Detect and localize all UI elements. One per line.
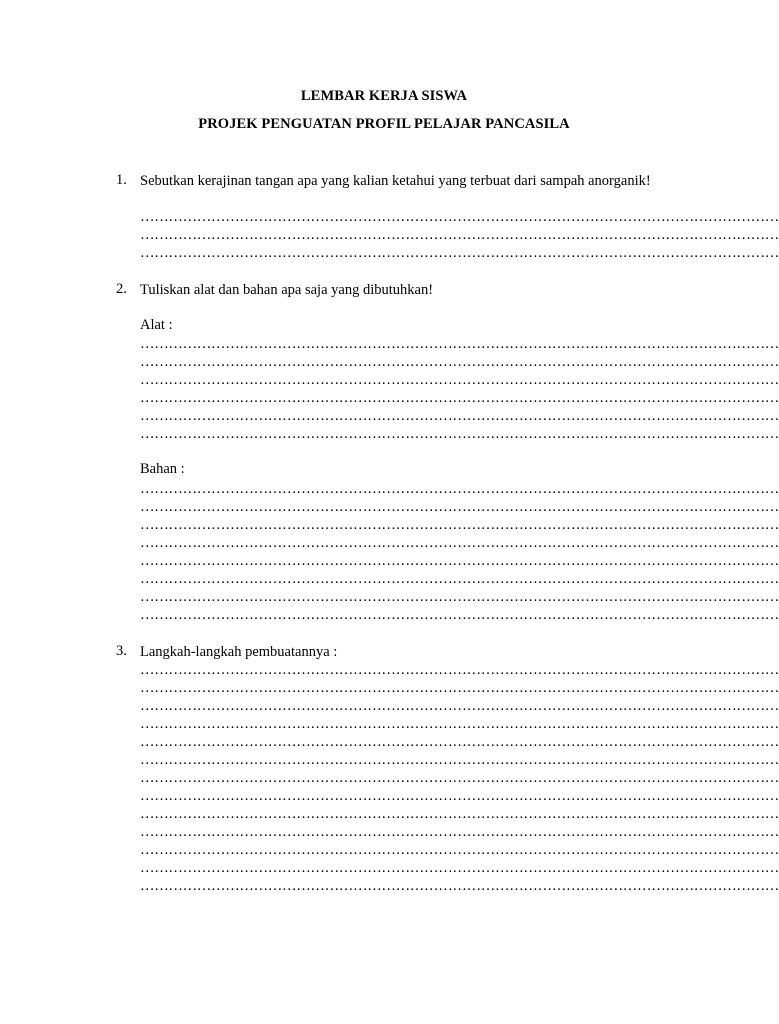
answer-line: ……………………………………………………………………………………………………………………… [140, 770, 779, 786]
answer-line: ……………………………………………………………………………………………………………………… [140, 517, 779, 533]
answer-line: ……………………………………………………………………………………………………………………… [140, 336, 779, 352]
answer-line: ……………………………………………………………………………………………………………………… [140, 571, 779, 587]
answer-line: ……………………………………………………………………………………………………………………… [140, 860, 779, 876]
answer-line: ……………………………………………………………………………………………………………………… [140, 372, 779, 388]
answer-line: ……………………………………………………………………………………………………………………… [140, 227, 779, 243]
answer-line: ……………………………………………………………………………………………………………………… [140, 680, 779, 696]
question-3-text: Langkah-langkah pembuatannya : [140, 644, 338, 660]
answer-line: ……………………………………………………………………………………………………………………… [140, 209, 779, 225]
answer-line: ……………………………………………………………………………………………………………………… [140, 878, 779, 894]
question-1-text: Sebutkan kerajinan tangan apa yang kalian ketahui yang terbuat dari sampah anorganik! [140, 173, 651, 189]
worksheet-title: LEMBAR KERJA SISWA [300, 88, 468, 104]
answer-line: ……………………………………………………………………………………………………………………… [140, 607, 779, 623]
answer-line: ……………………………………………………………………………………………………………………… [140, 716, 779, 732]
answer-line: ……………………………………………………………………………………………………………………… [140, 662, 779, 678]
answer-line: ……………………………………………………………………………………………………………………… [140, 499, 779, 515]
question-2-text: Tuliskan alat dan bahan apa saja yang dibutuhkan! [140, 282, 434, 298]
answer-line: ……………………………………………………………………………………………………………………… [140, 589, 779, 605]
question-1-number: 1. [116, 172, 127, 188]
answer-line: ……………………………………………………………………………………………………………………… [140, 698, 779, 714]
answer-line: ……………………………………………………………………………………………………………………… [140, 535, 779, 551]
answer-line: ……………………………………………………………………………………………………………………… [140, 245, 779, 261]
question-2-number: 2. [116, 281, 127, 297]
answer-line: ……………………………………………………………………………………………………………………… [140, 354, 779, 370]
answer-line: ……………………………………………………………………………………………………………………… [140, 481, 779, 497]
answer-line: ……………………………………………………………………………………………………………………… [140, 806, 779, 822]
answer-line: ……………………………………………………………………………………………………………………… [140, 408, 779, 424]
worksheet-subtitle: PROJEK PENGUATAN PROFIL PELAJAR PANCASILA [198, 116, 570, 132]
answer-line: ……………………………………………………………………………………………………………………… [140, 842, 779, 858]
answer-line: ……………………………………………………………………………………………………………………… [140, 426, 779, 442]
answer-line: ……………………………………………………………………………………………………………………… [140, 752, 779, 768]
alat-label: Alat : [140, 317, 173, 333]
answer-line: ……………………………………………………………………………………………………………………… [140, 390, 779, 406]
question-3-number: 3. [116, 643, 127, 659]
answer-line: ……………………………………………………………………………………………………………………… [140, 788, 779, 804]
answer-line: ……………………………………………………………………………………………………………………… [140, 824, 779, 840]
bahan-label: Bahan : [140, 461, 185, 477]
answer-line: ……………………………………………………………………………………………………………………… [140, 734, 779, 750]
answer-line: ……………………………………………………………………………………………………………………… [140, 553, 779, 569]
